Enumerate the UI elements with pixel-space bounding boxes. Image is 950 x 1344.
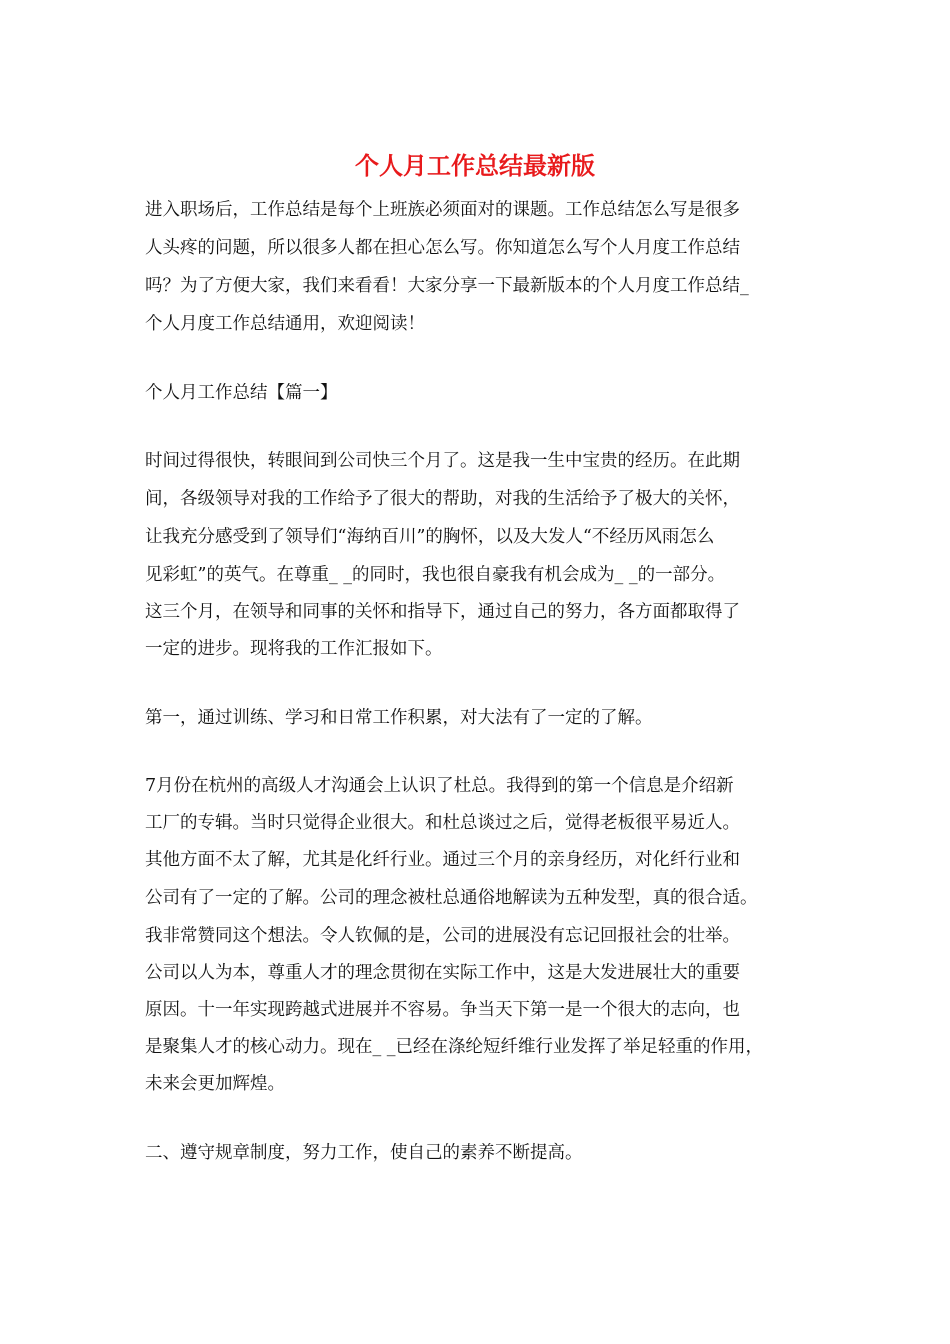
para2-line-4: 公司有了一定的了解。公司的理念被杜总通俗地解读为五种发型，真的很合适。 — [145, 888, 758, 908]
point-two-heading: 二、遵守规章制度，努力工作，使自己的素养不断提高。 — [145, 1143, 583, 1163]
para2-line-7: 原因。十一年实现跨越式进展并不容易。争当天下第一是一个很大的志向，也 — [145, 1000, 740, 1020]
para1-line-3: 让我充分感受到了领导们“海纳百川”的胸怀，以及大发人“不经历风雨怎么 — [145, 527, 715, 547]
intro-line-3: 吗？为了方便大家，我们来看看！大家分享一下最新版本的个人月度工作总结_ — [145, 276, 749, 296]
point-one-heading: 第一，通过训练、学习和日常工作积累，对大法有了一定的了解。 — [145, 708, 653, 728]
para1-line-4: 见彩虹”的英气。在尊重_ _的同时，我也很自豪我有机会成为_ _的一部分。 — [145, 565, 726, 585]
para2-line-1: 7月份在杭州的高级人才沟通会上认识了杜总。我得到的第一个信息是介绍新 — [145, 776, 734, 796]
para2-line-8: 是聚集人才的核心动力。现在_ _已经在涤纶短纤维行业发挥了举足轻重的作用， — [145, 1037, 764, 1057]
para2-line-5: 我非常赞同这个想法。令人钦佩的是，公司的进展没有忘记回报社会的壮举。 — [145, 926, 740, 946]
para2-line-6: 公司以人为本，尊重人才的理念贯彻在实际工作中，这是大发进展壮大的重要 — [145, 963, 740, 983]
intro-line-2: 人头疼的问题，所以很多人都在担心怎么写。你知道怎么写个人月度工作总结 — [145, 238, 740, 258]
document-title: 个人月工作总结最新版 — [355, 151, 595, 180]
para2-line-3: 其他方面不太了解，尤其是化纤行业。通过三个月的亲身经历，对化纤行业和 — [145, 850, 740, 870]
para1-line-6: 一定的进步。现将我的工作汇报如下。 — [145, 639, 443, 659]
para1-line-1: 时间过得很快，转眼间到公司快三个月了。这是我一生中宝贵的经历。在此期 — [145, 451, 740, 471]
para1-line-5: 这三个月，在领导和同事的关怀和指导下，通过自己的努力，各方面都取得了 — [145, 602, 740, 622]
para2-line-2: 工厂的专辑。当时只觉得企业很大。和杜总谈过之后，觉得老板很平易近人。 — [145, 813, 740, 833]
intro-line-4: 个人月度工作总结通用，欢迎阅读！ — [145, 314, 425, 334]
para2-line-9: 未来会更加辉煌。 — [145, 1074, 285, 1094]
section-heading: 个人月工作总结【篇一】 — [145, 383, 338, 403]
para1-line-2: 间，各级领导对我的工作给予了很大的帮助，对我的生活给予了极大的关怀， — [145, 489, 740, 509]
intro-line-1: 进入职场后，工作总结是每个上班族必须面对的课题。工作总结怎么写是很多 — [145, 200, 740, 220]
